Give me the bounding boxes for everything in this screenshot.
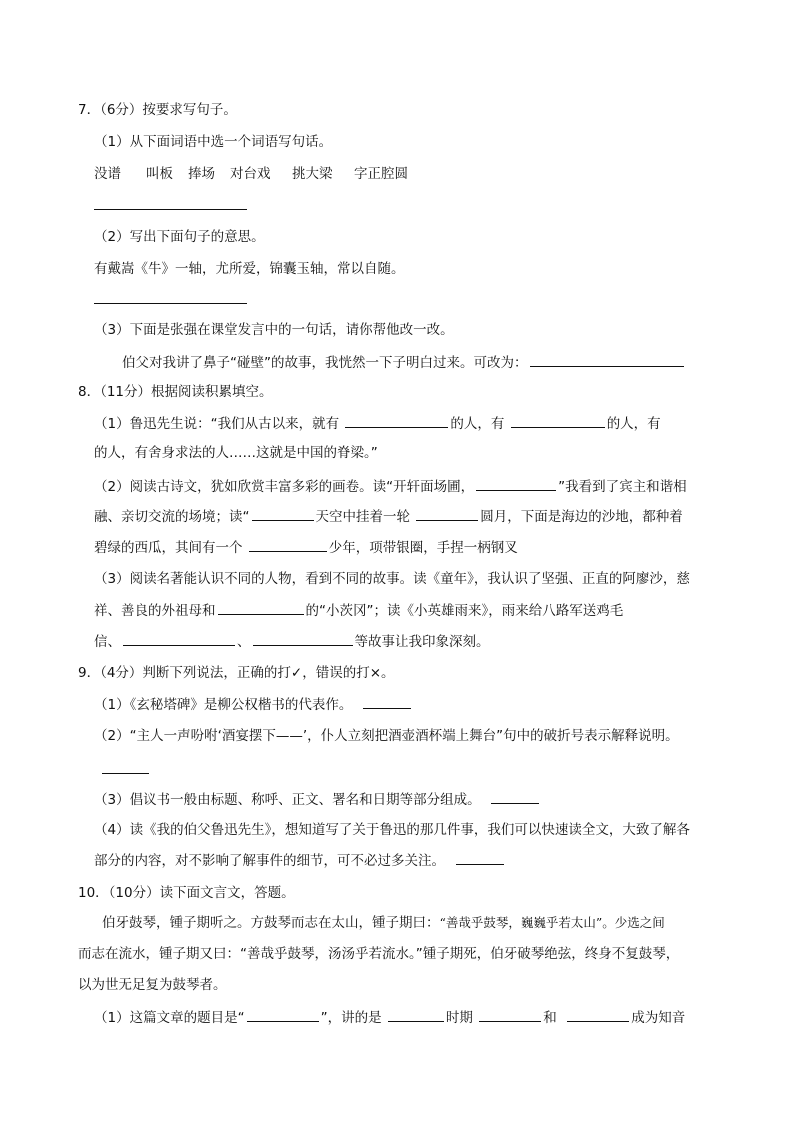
answer-blank[interactable]	[479, 1008, 541, 1022]
answer-blank[interactable]	[345, 414, 448, 428]
q9-header: 9．（4分）判断下列说法，正确的打✓，错误的打×。	[78, 665, 395, 681]
q7-word-list	[94, 165, 408, 183]
q10-question1: （1）这篇文章的题目是“ ”，讲的是 时期 和 成为知音	[94, 1010, 686, 1026]
q8-line7: 祥、善良的外祖母和 的“小茨冈”；读《小英雄雨来》，雨来给八路军送鸡毛	[94, 603, 624, 619]
q7-part1: （1）从下面词语中选一个词语写句话。	[94, 134, 333, 150]
q8-line4: 融、亲切交流的场境；读“ 天空中挂着一轮 圆月，下面是海边的沙地，都种着	[94, 509, 683, 525]
answer-line[interactable]	[94, 303, 247, 304]
q8-line6: （3）阅读名著能认识不同的人物，看到不同的故事。读《童年》，我认识了坚强、正直的阿廖沙，慈	[94, 571, 690, 587]
answer-blank[interactable]	[247, 1008, 319, 1022]
answer-line[interactable]	[94, 209, 247, 210]
q7-part3-sentence: 伯父对我讲了鼻子“碰壁”的故事，我恍然一下子明白过来。可改为：	[122, 353, 686, 372]
answer-blank[interactable]	[456, 851, 504, 865]
q9-statement3: （3）倡议书一般由标题、称呼、正文、署名和日期等部分组成。	[94, 790, 541, 809]
answer-line[interactable]	[102, 773, 149, 774]
q8-header: 8．（11分）根据阅读积累填空。	[78, 384, 273, 400]
q8-line2: 的人，有舍身求法的人……这就是中国的脊梁。”	[94, 445, 378, 461]
q9-statement2: （2）“主人一声吩咐‘酒宴摆下——’，仆人立刻把酒壶酒杯端上舞台”句中的破折号表示解释说明。	[94, 728, 679, 744]
answer-blank[interactable]	[123, 632, 235, 646]
answer-blank[interactable]	[363, 695, 411, 709]
answer-blank[interactable]	[253, 632, 353, 646]
q10-text-line3: 以为世无足复为鼓琴者。	[78, 977, 227, 993]
q10-text-line1: 伯牙鼓琴，锺子期听之。方鼓琴而志在太山，锺子期曰：“善哉乎鼓琴，巍巍乎若太山”。少选之间	[102, 915, 665, 931]
answer-blank[interactable]	[530, 353, 684, 367]
q8-line1: （1）鲁迅先生说：“我们从古以来，就有 的人，有 的人，有	[94, 416, 661, 432]
q9-statement4a: （4）读《我的伯父鲁迅先生》，想知道写了关于鲁迅的那几件事，我们可以快速读全文，大致了解各	[94, 822, 690, 838]
q8-line3: （2）阅读古诗文，犹如欣赏丰富多彩的画卷。读“开轩面场圃， ”我看到了宾主和谐相	[94, 479, 687, 495]
word-option: 叫板	[146, 166, 173, 182]
answer-blank[interactable]	[388, 1008, 444, 1022]
answer-blank[interactable]	[491, 790, 539, 804]
q9-statement1: （1）《玄秘塔碑》是柳公权楷书的代表作。	[94, 695, 413, 714]
q7-header: 7．（6分）按要求写句子。	[78, 102, 237, 118]
answer-blank[interactable]	[476, 477, 556, 491]
q8-line5: 碧绿的西瓜，其间有一个 少年，项带银圈，手捏一柄钢叉	[94, 540, 518, 556]
q7-part2-sentence: 有戴嵩《牛》一轴，尤所爱，锦囊玉轴，常以自随。	[94, 261, 405, 277]
answer-blank[interactable]	[252, 507, 314, 521]
word-option: 挑大梁	[292, 166, 333, 182]
answer-blank[interactable]	[249, 538, 327, 552]
q10-text-line2: 而志在流水，锺子期又曰：“善哉乎鼓琴，汤汤乎若流水。”锺子期死，伯牙破琴绝弦，终身不复鼓琴，	[78, 946, 680, 962]
answer-blank[interactable]	[511, 414, 605, 428]
q7-part3: （3）下面是张强在课堂发言中的一句话，请你帮他改一改。	[94, 322, 454, 338]
word-option: 捧场	[188, 166, 215, 182]
q10-header: 10．（10分）读下面文言文，答题。	[78, 885, 295, 901]
word-option: 字正腔圆	[354, 166, 408, 182]
word-option: 没谱	[94, 166, 121, 182]
answer-blank[interactable]	[567, 1008, 629, 1022]
q9-statement4b: 部分的内容，对不影响了解事件的细节，可不必过多关注。	[94, 851, 506, 870]
answer-blank[interactable]	[416, 507, 478, 521]
word-option: 对台戏	[230, 166, 271, 182]
q7-part2: （2）写出下面句子的意思。	[94, 229, 265, 245]
answer-blank[interactable]	[218, 601, 304, 615]
q8-line8: 信、 、 等故事让我印象深刻。	[94, 634, 490, 650]
